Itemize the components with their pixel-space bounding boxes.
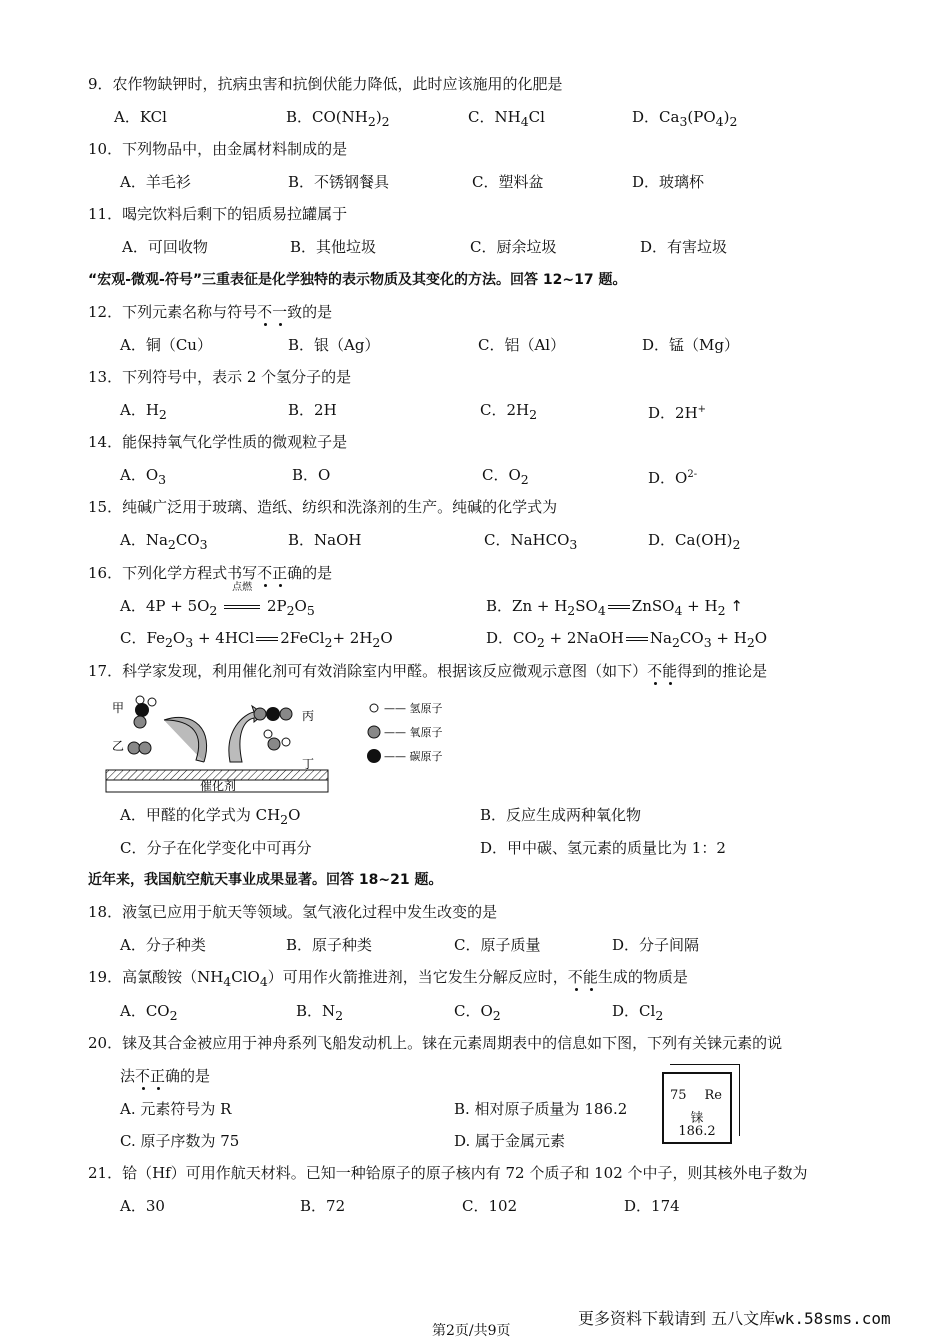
q14-option-a: A．$O_3$: [120, 466, 167, 487]
legend-o-icon: [368, 726, 380, 738]
atom-o: [254, 708, 266, 720]
q13-stem: 13．下列符号中，表示 2 个氢分子的是: [88, 368, 352, 386]
legend-o-text: —— 氧原子: [384, 726, 443, 739]
gas-arrow-icon: ↑: [730, 597, 743, 615]
atom-o: [139, 742, 151, 754]
reaction-diagram-svg: [104, 690, 474, 798]
q13-option-c: C．$2H_2$: [480, 401, 538, 422]
q14-option-d: D．$O^{2-}$: [648, 469, 698, 487]
q15-option-a: A．$Na_2CO_3$: [120, 531, 208, 552]
atom-o: [134, 716, 146, 728]
reaction-diagram: [104, 690, 474, 798]
q12-option-b: B．银（Ag）: [288, 336, 380, 354]
q20-option-d: D. 属于金属元素: [454, 1132, 566, 1150]
atomic-number: 75: [670, 1088, 687, 1103]
atom-o: [268, 738, 280, 750]
q17-option-a: A．甲醛的化学式为 $CH_2O$: [120, 806, 301, 827]
jia-label: 甲: [112, 701, 125, 715]
q9-option-c: C．$NH_4Cl$: [468, 108, 545, 129]
q19-option-a: A．$CO_2$: [120, 1002, 178, 1023]
q21-option-d: D．174: [624, 1197, 680, 1215]
q12-stem: 12．下列元素名称与符号不一致的是: [88, 303, 333, 321]
legend-c-text: —— 碳原子: [384, 750, 443, 763]
q14-stem: 14．能保持氧气化学性质的微观粒子是: [88, 433, 348, 451]
q16-option-c: C．$Fe_2O_3 + 4HCl$ 2FeCl$_2$+ $2H_2O$: [120, 629, 393, 650]
element-name: 铼: [690, 1111, 704, 1126]
atom-o: [280, 708, 292, 720]
element-symbol: Re: [704, 1088, 722, 1103]
section-heading-12-17: “宏观-微观-符号”三重表征是化学独特的表示物质及其变化的方法。回答 12~17 题。: [88, 272, 627, 288]
q18-option-c: C．原子质量: [454, 936, 541, 954]
atom-o: [128, 742, 140, 754]
atom-h: [148, 698, 156, 706]
q10-option-b: B．不锈钢餐具: [288, 173, 390, 191]
q16-option-a: A．$4P + 5O_2$ 点燃 $2P_2O_5$: [120, 582, 315, 618]
legend-h-icon: [370, 704, 378, 712]
atom-h: [282, 738, 290, 746]
q21-option-b: B．72: [300, 1197, 346, 1215]
q20-stem-line1: 20．铼及其合金被应用于神舟系列飞船发动机上。铼在元素周期表中的信息如下图，下列有关铼元素的说: [88, 1034, 783, 1052]
q21-option-c: C．102: [462, 1197, 518, 1215]
atom-h: [264, 730, 272, 738]
q21-option-a: A．30: [120, 1197, 165, 1215]
q16-option-d: D．$CO_2$ + 2NaOH $Na_2CO_3 + H_2O$: [486, 629, 768, 650]
legend-h-text: —— 氢原子: [384, 702, 443, 715]
q12-option-c: C．铝（Al）: [478, 336, 566, 354]
q17-option-d: D．甲中碳、氢元素的质量比为 1：2: [480, 839, 726, 857]
q16-option-b: B．$Zn + H_2SO_4$ ZnSO$_4$ + $H_2$ ↑: [486, 597, 743, 618]
q14-option-b: B．O: [292, 466, 331, 484]
q11-option-a: A．可回收物: [122, 238, 208, 256]
section-heading-18-21: 近年来，我国航空航天事业成果显著。回答 18~21 题。: [88, 872, 443, 888]
q20-stem-line2: 法不正确的是: [120, 1067, 211, 1085]
q10-stem: 10．下列物品中，由金属材料制成的是: [88, 140, 348, 158]
q13-option-d: D．2H+: [648, 404, 707, 422]
q18-option-b: B．原子种类: [286, 936, 373, 954]
element-card-rhenium: [662, 1072, 732, 1144]
q18-option-a: A．分子种类: [120, 936, 206, 954]
q15-option-d: D．$Ca(OH)_2$: [648, 531, 741, 552]
q16-stem: 16．下列化学方程式书写不正确的是: [88, 564, 333, 582]
q20-option-a: A. 元素符号为 R: [120, 1100, 232, 1118]
page-footer: 第2页/共9页: [432, 1323, 511, 1339]
q19-option-c: C．$O_2$: [454, 1002, 501, 1023]
q14-option-c: C．$O_2$: [482, 466, 529, 487]
q11-option-d: D．有害垃圾: [640, 238, 728, 256]
q17-option-b: B．反应生成两种氧化物: [480, 806, 642, 824]
q11-option-b: B．其他垃圾: [290, 238, 377, 256]
q17-stem: 17．科学家发现，利用催化剂可有效消除室内甲醛。根据该反应微观示意图（如下）不能得到的推论是: [88, 662, 768, 680]
q19-option-b: B．$N_2$: [296, 1002, 344, 1023]
q15-option-c: C．NaHCO$_3$: [484, 531, 578, 552]
q10-option-c: C．塑料盆: [472, 173, 544, 191]
q15-stem: 15．纯碱广泛用于玻璃、造纸、纺织和洗涤剂的生产。纯碱的化学式为: [88, 498, 558, 516]
q19-stem: 19．高氯酸铵$(NH_4ClO_4)$可用作火箭推进剂，当它发生分解反应时，不能生成的物质是: [88, 968, 688, 989]
q20-option-c: C. 原子序数为 75: [120, 1132, 240, 1150]
q18-stem: 18．液氢已应用于航天等领域。氢气液化过程中发生改变的是: [88, 903, 498, 921]
q11-option-c: C．厨余垃圾: [470, 238, 557, 256]
atom-h: [136, 696, 144, 704]
q21-stem: 21．铪（Hf）可用作航天材料。已知一种铪原子的原子核内有 72 个质子和 102 个中子，则其核外电子数为: [88, 1164, 808, 1182]
q20-option-b: B. 相对原子质量为 186.2: [454, 1100, 628, 1118]
atomic-mass: 186.2: [678, 1124, 716, 1139]
q18-option-d: D．分子间隔: [612, 936, 700, 954]
q9-stem: 9．农作物缺钾时，抗病虫害和抗倒伏能力降低，此时应该施用的化肥是: [88, 75, 563, 93]
ding-label: 丁: [302, 757, 315, 771]
q15-option-b: B．NaOH: [288, 531, 362, 549]
q12-option-d: D．锰（Mg）: [642, 336, 739, 354]
q9-option-b: B．$CO(NH_2)_2$: [286, 108, 390, 129]
q9-option-a: A．KCl: [114, 108, 167, 126]
watermark: 更多资料下载请到 五八文库wk.58sms.com: [578, 1309, 891, 1328]
atom-c: [266, 707, 280, 721]
q19-option-d: D．$Cl_2$: [612, 1002, 664, 1023]
q10-option-d: D．玻璃杯: [632, 173, 705, 191]
q10-option-a: A．羊毛衫: [120, 173, 191, 191]
yi-label: 乙: [112, 739, 125, 753]
legend-c-icon: [367, 749, 381, 763]
q17-option-c: C．分子在化学变化中可再分: [120, 839, 312, 857]
bing-label: 丙: [302, 709, 315, 723]
q12-option-a: A．铜（Cu）: [120, 336, 212, 354]
catalyst-label: 催化剂: [200, 779, 237, 793]
q9-option-d: D．$Ca_3(PO_4)_2$: [632, 108, 738, 129]
atom-c: [135, 703, 149, 717]
q13-option-a: A．$H_2$: [120, 401, 167, 422]
q11-stem: 11．喝完饮料后剩下的铝质易拉罐属于: [88, 205, 348, 223]
q13-option-b: B．2H: [288, 401, 337, 419]
